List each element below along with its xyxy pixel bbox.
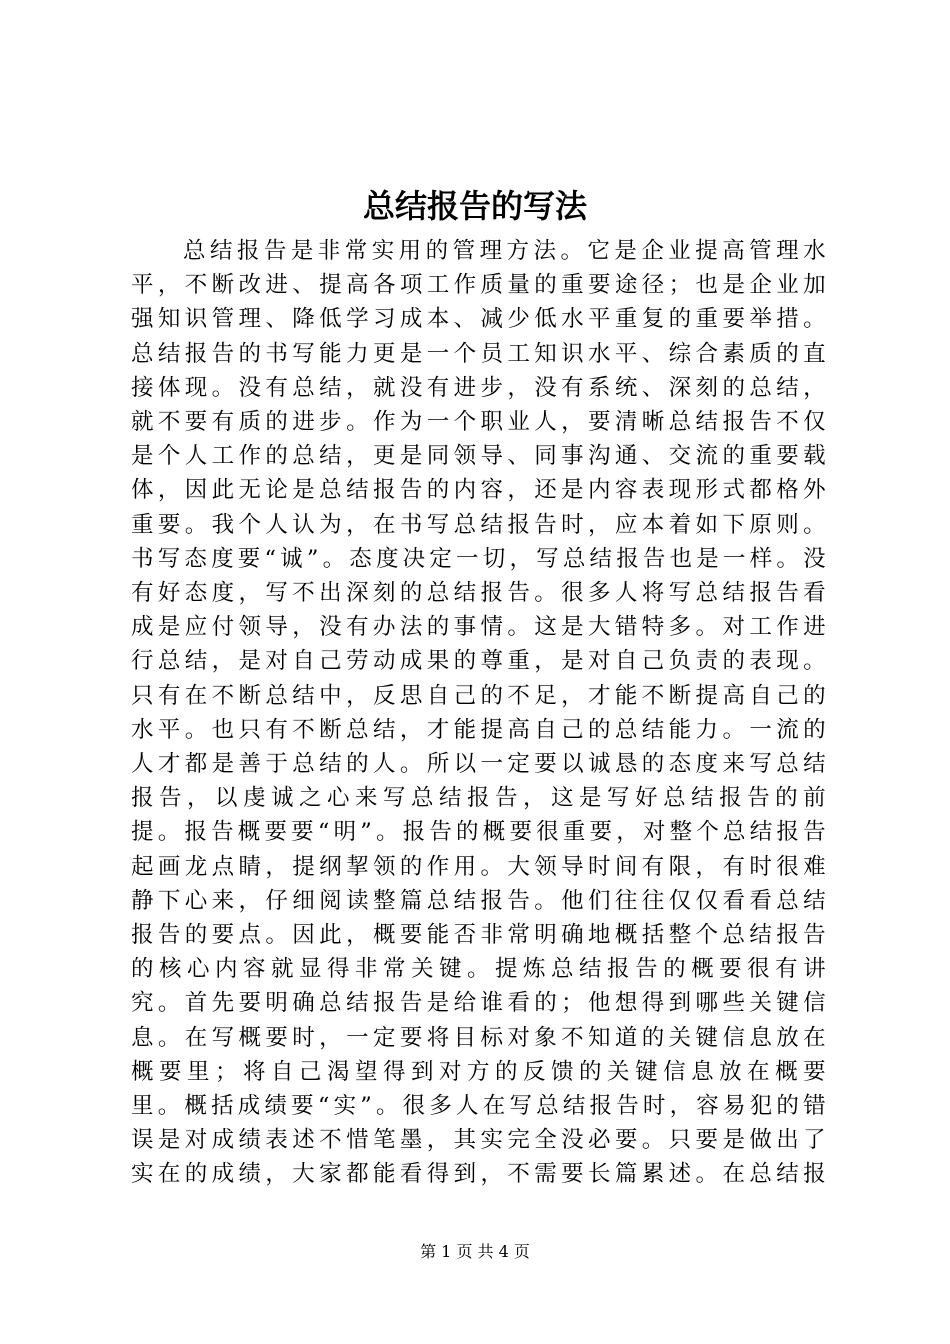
- page-number-footer: 第 1 页 共 4 页: [420, 1242, 530, 1261]
- page-title: 总结报告的写法: [362, 187, 587, 225]
- body-paragraph: 总结报告是非常实用的管理方法。它是企业提高管理水平，不断改进、提高各项工作质量的重要途径；也是企业加强知识管理、降低学习成本、减少低水平重复的重要举措。总结报告的书写能力更是一个员工知识水平、综合素质的直接体现。没有总结，就没有进步，没有系统、深刻的总结，就不要有质的进步。作为一个职业人，要清晰总结报告不仅是个人工作的总结，更是同领导、同事沟通、交流的重要载体，因此无论是总结报告的内容，还是内容表现形式都格外重要。我个人认为，在书写总结报告时，应本着如下原则。书写态度要“诚”。态度决定一切，写总结报告也是一样。没有好态度，写不出深刻的总结报告。很多人将写总结报告看成是应付领导，没有办法的事情。这是大错特多。对工作进行总结，是对自己劳动成果的尊重，是对自己负责的表现。只有在不断总结中，反思自己的不足，才能不断提高自己的水平。也只有不断总结，才能提高自己的总结能力。一流的人才都是善于总结的人。所以一定要以诚恳的态度来写总结报告，以虔诚之心来写总结报告，这是写好总结报告的前提。报告概要要“明”。报告的概要很重要，对整个总结报告起画龙点睛，提纲挈领的作用。大领导时间有限，有时很难静下心来，仔细阅读整篇总结报告。他们往往仅仅看看总结报告的要点。因此，概要能否非常明确地概括整个总结报告的核心内容就显得非常关键。提炼总结报告的概要很有讲究。首先要明确总结报告是给谁看的；他想得到哪些关键信息。在写概要时，一定要将目标对象不知道的关键信息放在概要里；将自己渴望得到对方的反馈的关键信息放在概要里。概括成绩要“实”。很多人在写总结报告时，容易犯的错误是对成绩表述不惜笔墨，其实完全没必要。只要是做出了实在的成绩，大家都能看得到，不需要长篇累述。在总结报: [131, 238, 829, 1188]
